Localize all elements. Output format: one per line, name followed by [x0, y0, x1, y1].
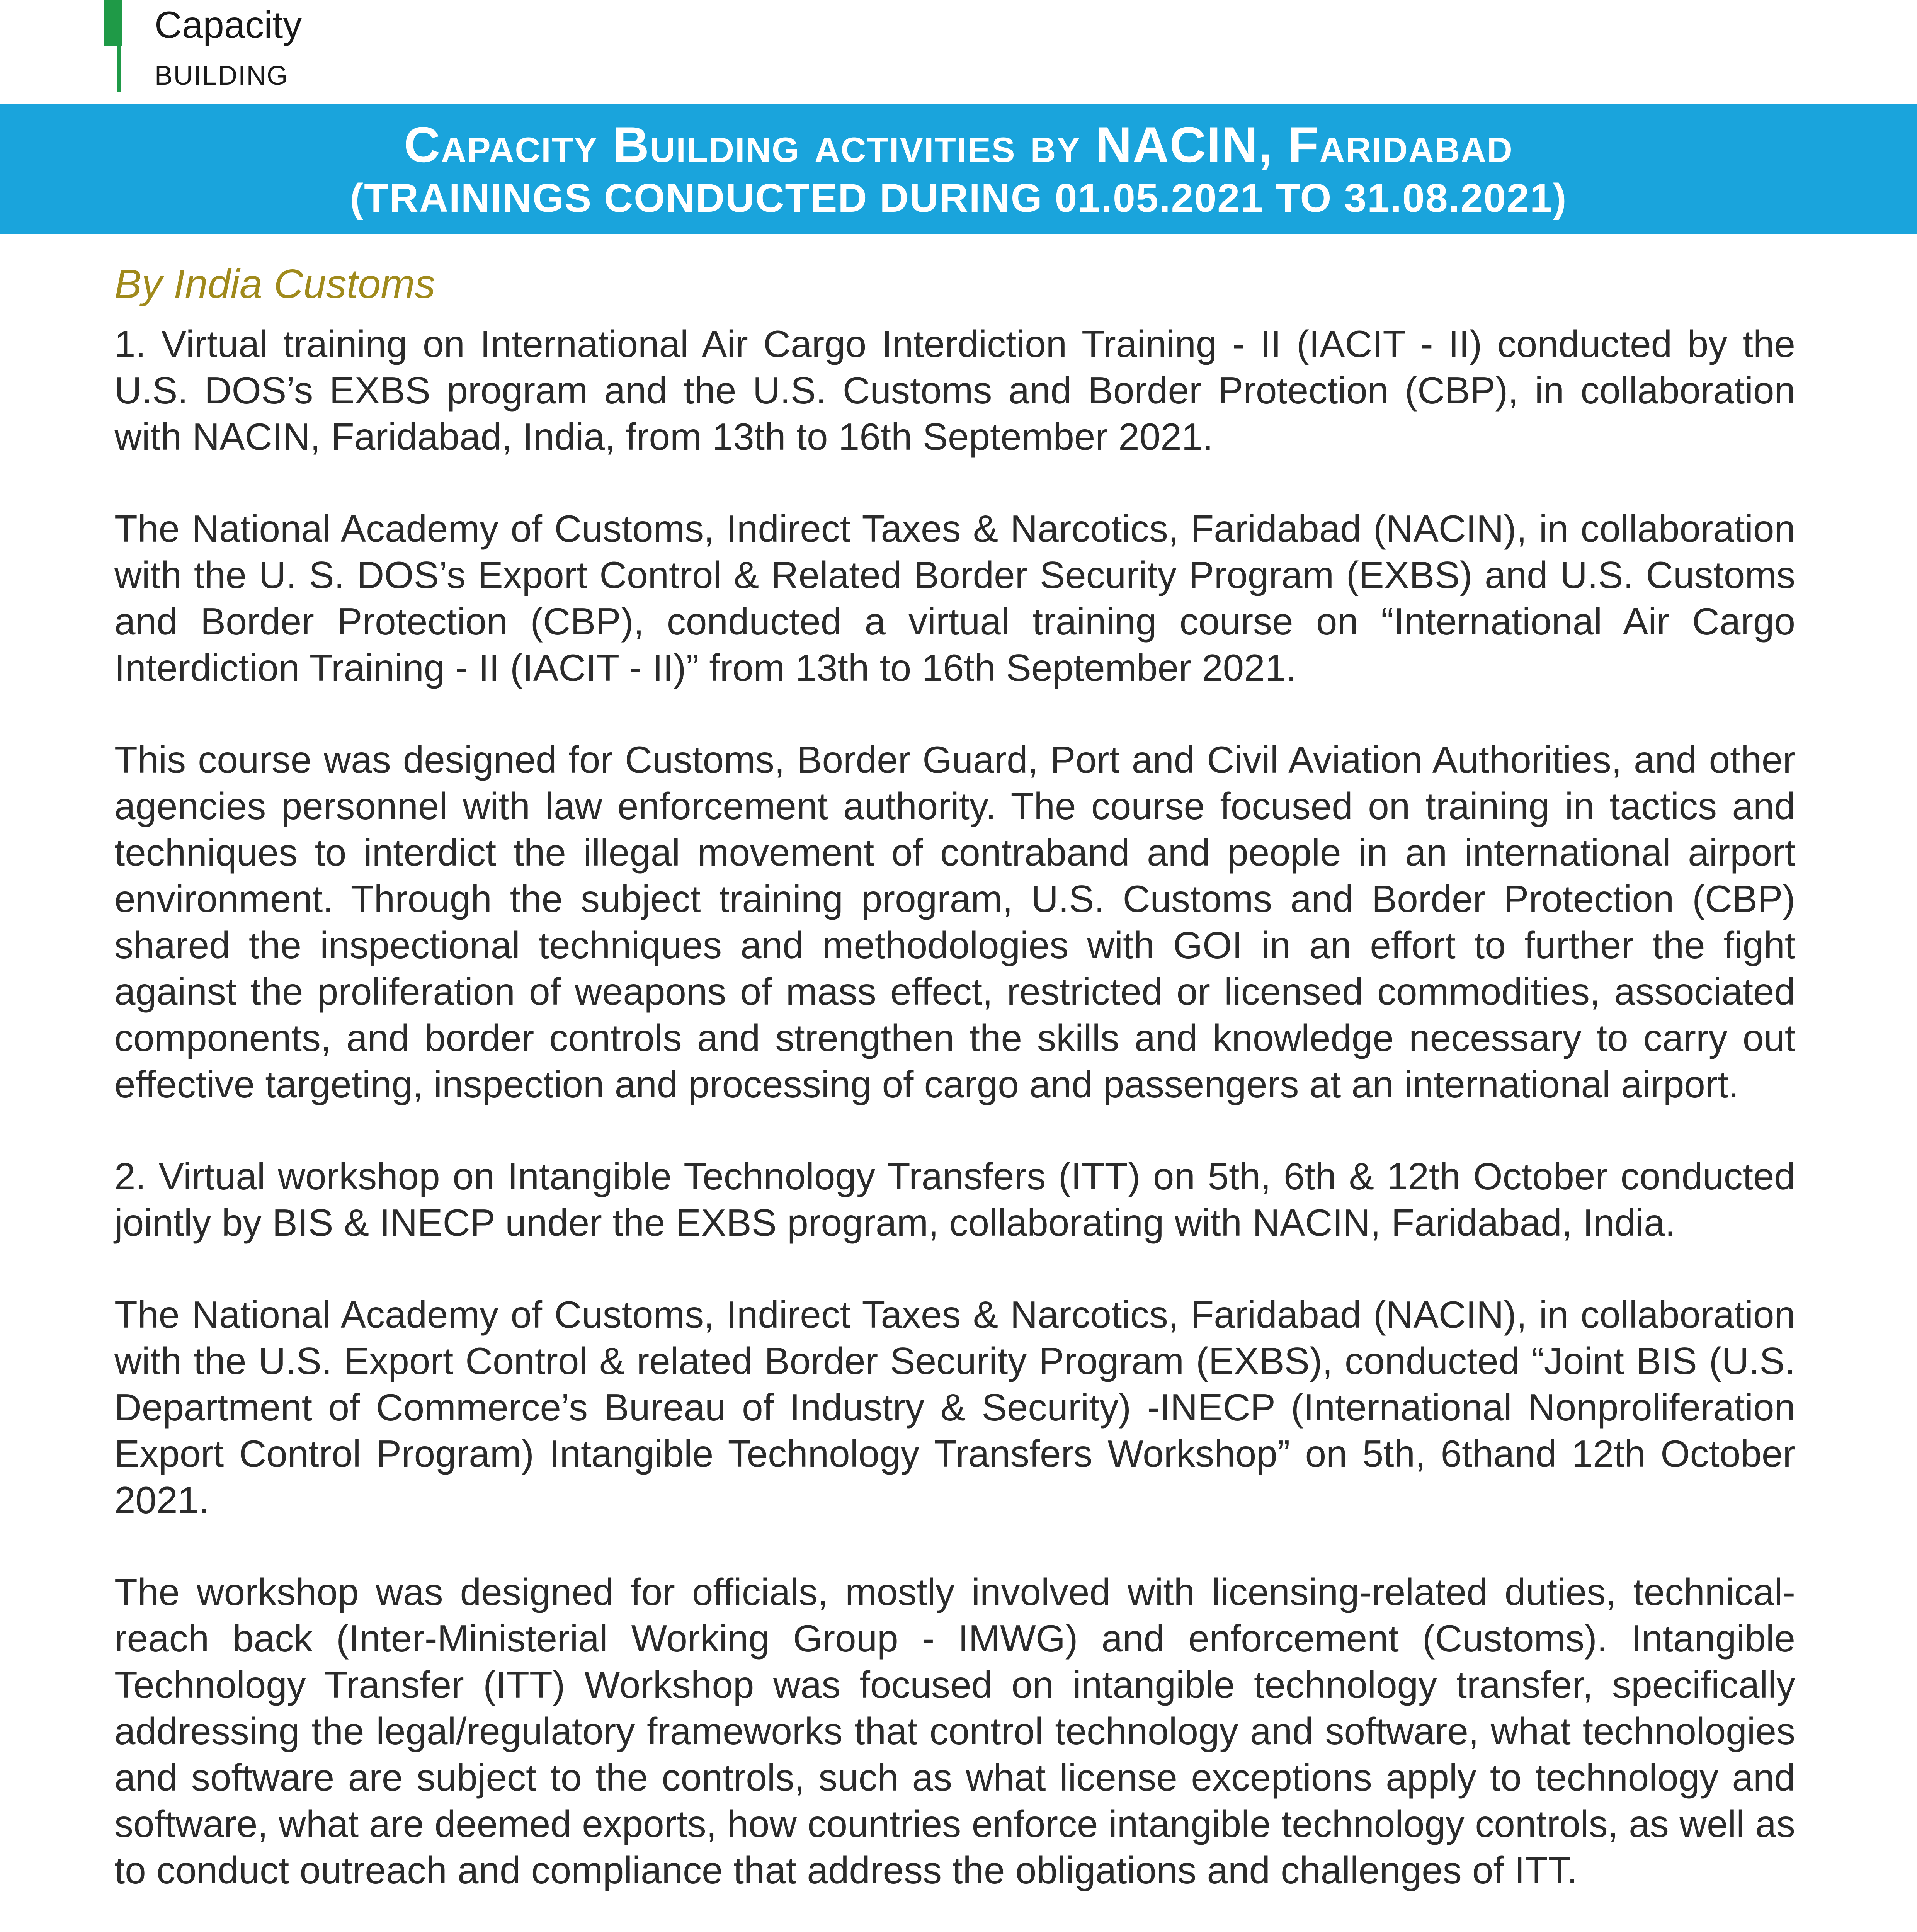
title-banner	[0, 104, 1917, 234]
page-subtitle: (TRAININGS CONDUCTED DURING 01.05.2021 TO 31.08.2021)	[350, 176, 1567, 221]
section-marker-bar	[104, 0, 122, 46]
paragraph-item-1-detail: The National Academy of Customs, Indirect Taxes & Narcotics, Faridabad (NACIN), in collaboration with the U. S. DOS’s Export Control & Related Border Security Program (EXBS) and U.S. Customs and Border Protection (CBP), conducted a virtual training course on “International Air Cargo Interdiction Training - II (IACIT - II)” from 13th to 16th September 2021.	[114, 507, 1795, 689]
paragraph-item-2-detail: The National Academy of Customs, Indirect Taxes & Narcotics, Faridabad (NACIN), in collaboration with the U.S. Export Control & related Border Security Program (EXBS), conducted “Joint BIS (U.S. Department of Commerce’s Bureau of Industry & Security) -INECP (International Nonproliferation Export Control Program) Intangible Technology Transfers Workshop” on 5th, 6thand 12th October 2021.	[114, 1293, 1795, 1521]
section-subtitle: BUILDING	[155, 60, 289, 90]
article-body	[114, 255, 1795, 1932]
paragraph-item-2-workshop: The workshop was designed for officials, mostly involved with licensing-related duties, technical-reach back (Inter-Ministerial Working Group - IMWG) and enforcement (Customs). Intangible Technology Transfer (ITT) Workshop was focused on intangible technology transfer, specifically addressing the legal/regulatory frameworks that control technology and software, what technologies and software are subject to the controls, such as what license exceptions apply to technology and software, what are deemed exports, how countries enforce intangible technology controls, as well as to conduct outreach and compliance that address the obligations and challenges of ITT.	[114, 1571, 1795, 1891]
section-marker-line	[117, 46, 121, 92]
page-title: Capacity Building activities by NACIN, Faridabad	[404, 116, 1513, 173]
paragraph-item-2-intro: 2. Virtual workshop on Intangible Technology Transfers (ITT) on 5th, 6th & 12th October conducted jointly by BIS & INECP under the EXBS program, collaborating with NACIN, Faridabad, India.	[114, 1155, 1795, 1244]
paragraph-item-1-course: This course was designed for Customs, Border Guard, Port and Civil Aviation Authorities, and other agencies personnel with law enforcement authority. The course focused on training in tactics and techniques to interdict the illegal movement of contraband and people in an international airport environment. Through the subject training program, U.S. Customs and Border Protection (CBP) shared the inspectional techniques and methodologies with GOI in an effort to further the fight against the proliferation of weapons of mass effect, restricted or licensed commodities, associated components, and border controls and strengthen the skills and knowledge necessary to carry out effective targeting, inspection and processing of cargo and passengers at an international airport.	[114, 738, 1795, 1105]
section-title: Capacity	[155, 3, 302, 46]
section-tag	[104, 0, 645, 93]
paragraph-item-1-intro: 1. Virtual training on International Air Cargo Interdiction Training - II (IACIT - II) conducted by the U.S. DOS’s EXBS program and the U.S. Customs and Border Protection (CBP), in collaboration with NACIN, Faridabad, India, from 13th to 16th September 2021.	[114, 323, 1795, 458]
article-subhead: By India Customs	[114, 261, 435, 307]
